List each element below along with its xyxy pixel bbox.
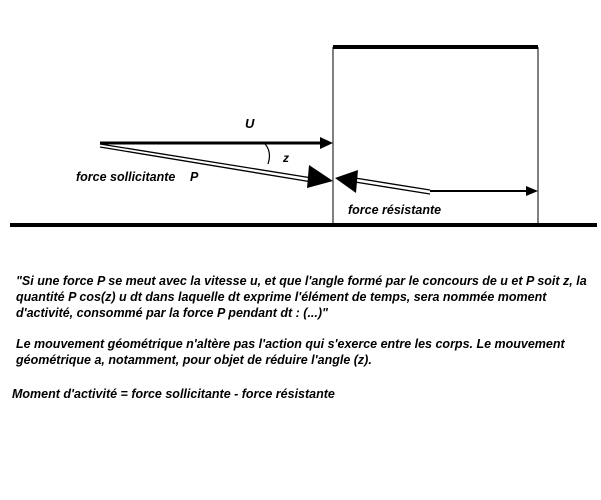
quote-text: "Si une force P se meut avec la vitesse u, et que l'angle formé par le concours de u et P soit z, la quantité P cos(z) u dt dans laquelle dt exprime l'élément de temps, sera nommée moment d'activité, consommé par la force P pendant dt : (...)": [16, 274, 587, 320]
label-u: U: [245, 116, 255, 131]
velocity-arrowhead: [320, 137, 333, 149]
displacement-arrowhead: [526, 186, 538, 196]
angle-z-arc: [265, 144, 269, 164]
label-force-resistante: force résistante: [348, 203, 442, 217]
formula-text: Moment d'activité = force sollicitante - force résistante: [12, 387, 335, 401]
label-z: z: [283, 151, 289, 165]
label-force-sollicitante: force sollicitante: [76, 170, 176, 184]
force-resistante-arrowhead: [335, 170, 358, 193]
force-p-arrowhead: [307, 165, 333, 188]
explanation-paragraph: Le mouvement géométrique n'altère pas l'action qui s'exerce entre les corps. Le mouvement géométrique a, notamment, pour objet de réduire l'angle (z).: [16, 337, 565, 367]
force-diagram: [0, 0, 601, 240]
label-p: P: [190, 170, 199, 184]
